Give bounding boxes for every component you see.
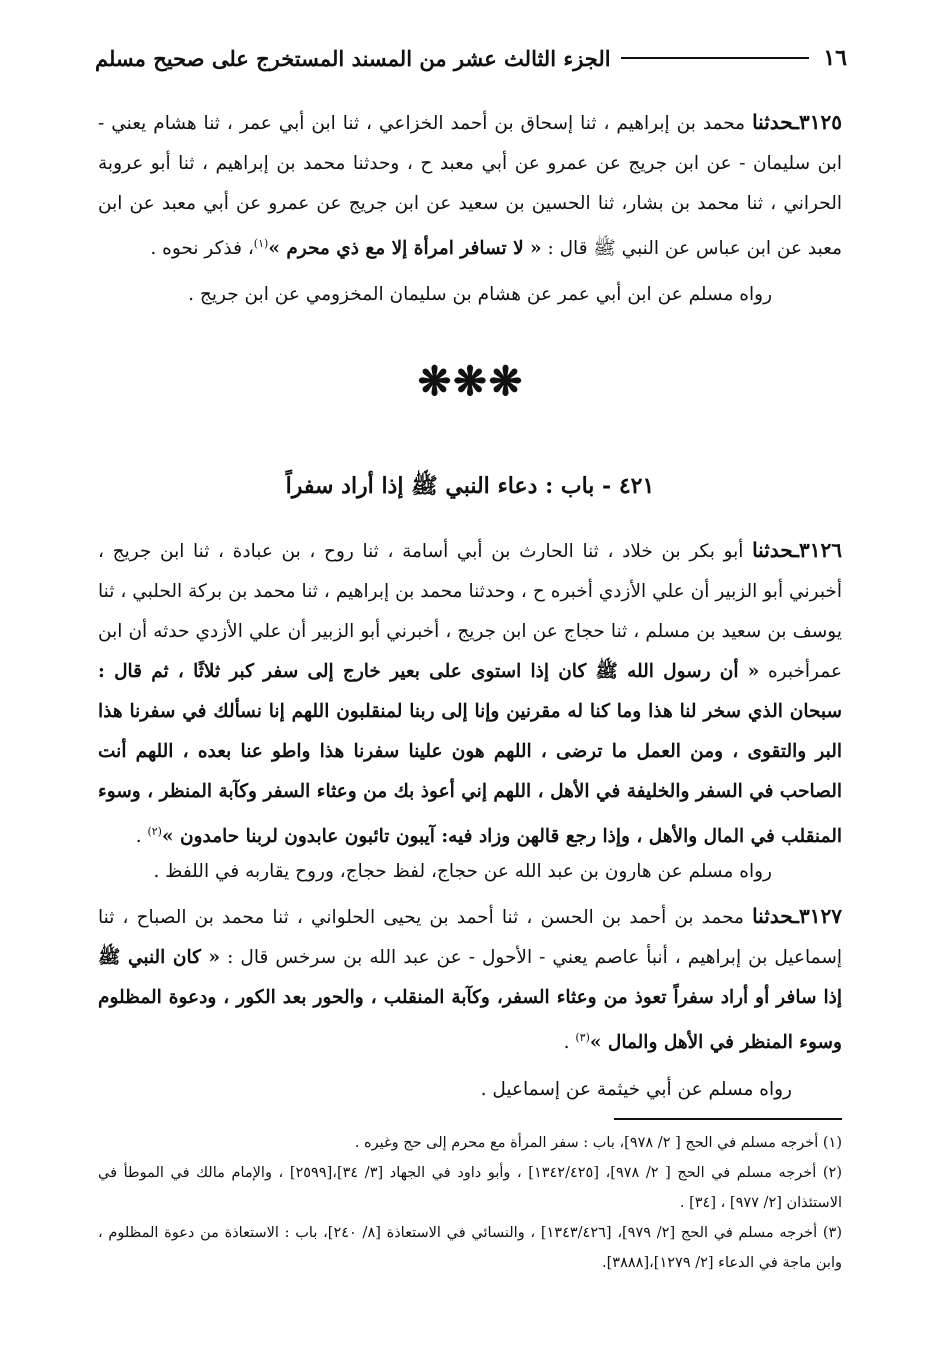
hadith-3126 (98, 530, 842, 857)
isnad-text: محمد بن أحمد بن الحسن ، ثنا أحمد بن يحيى الحلواني ، ثنا محمد بن الصباح ، ثنا إسماعيل بن إبراهيم ، أنبأ عاصم يعني - الأحول - عن عبد الله بن سرخس قال : (98, 907, 842, 968)
footnote-1: (١) أخرجه مسلم في الحج [ ٢/ ٩٧٨]، باب : سفر المرأة مع محرم إلى حج وغيره . (354, 1135, 842, 1151)
hadith-3127 (98, 896, 842, 1063)
footnote-ref: (١) (253, 237, 269, 250)
riwaya-3126: رواه مسلم عن هارون بن عبد الله عن حجاج، لفظ حجاج، وروح يقاربه في اللفظ . (153, 861, 772, 882)
haddathana-word: حدثنا (752, 110, 794, 134)
hadith-number: ٣١٢٧ـ (793, 904, 842, 928)
tail-text: . (563, 1032, 576, 1054)
footnote-2: (٢) أخرجه مسلم في الحج [ ٢/ ٩٧٨]، [١٣٤٢/٤٢٥] ، وأبو داود في الجهاد [٣/ ٣٤]،[٢٥٩٩] ، والإمام مالك في الموطأ في الاستئذان [٢/ ٩٧٧] ، [٣٤] . (98, 1165, 842, 1211)
isnad-text: محمد بن إبراهيم ، ثنا إسحاق بن أحمد الخزاعي ، ثنا ابن أبي عمر ، ثنا هشام يعني - ابن سليمان - عن ابن جريج عن عمرو عن أبي معبد ح ، وحدثنا محمد بن إبراهيم ، ثنا أبو عروبة الحراني ، ثنا محمد بن بشار، ثنا الحسين بن سعيد عن ابن جريج عن عمرو عن أبي معبد عن ابن معبد عن ابن عباس عن النبي ﷺ قال : (98, 113, 842, 260)
matn-text: « أن رسول الله ﷺ كان إذا استوى على بعير خارج إلى سفر كبر ثلاثًا ، ثم قال : سبحان الذي سخر لنا هذا وما كنا له مقرنين وإنا إلى ربنا لمنقلبون اللهم إنا نسألك في سفرنا هذا البر والتقوى ، ومن العمل ما ترضى ، اللهم هون علينا سفرنا هذا واطو عنا بعده ، اللهم أنت الصاحب في السفر والخليفة في الأهل ، اللهم إني أعوذ بك من وعثاء السفر وكآبة المنظر ، وسوء المنقلب في المال والأهل ، وإذا رجع قالهن وزاد فيه: آيبون تائبون عابدون لربنا حامدون » (98, 661, 842, 848)
footnote-ref: (٢) (147, 825, 162, 838)
header-rule (621, 57, 810, 59)
footnotes (98, 1128, 842, 1278)
chapter-heading: ٤٢١ - باب : دعاء النبي ﷺ إذا أراد سفراً (285, 473, 655, 499)
hadith-3125 (98, 102, 842, 269)
matn-text: « لا تسافر امرأة إلا مع ذي محرم » (268, 238, 542, 260)
footnote-3: (٣) أخرجه مسلم في الحج [٢/ ٩٧٩]، [١٣٤٣/٤٢٦] ، والنسائي في الاستعاذة [٨/ ٢٤٠]، باب : الاستعاذة من دعوة المظلوم ، وابن ماجة في الدعاء [٢/ ١٢٧٩]،[٣٨٨٨]. (98, 1225, 842, 1271)
page-number: ١٦ (823, 45, 847, 71)
isnad-text: أبو بكر بن خلاد ، ثنا الحارث بن أبي أسامة ، ثنا روح ، بن عبادة ، ثنا ابن جريج ، أخبرني أبو الزبير أن علي الأزدي أخبره ح ، وحدثنا محمد بن إبراهيم ، ثنا محمد بن بركة الحلبي ، ثنا يوسف بن سعيد بن مسلم ، ثنا حجاج عن ابن جريج ، أخبرني أبو الزبير أن علي الأزدي حدثه أن ابن عمرأخبره (98, 541, 842, 682)
tail-text: ، فذكر نحوه . (150, 238, 254, 260)
running-title: الجزء الثالث عشر من المسند المستخرج على صحيح مسلم (95, 45, 611, 71)
footnote-rule (614, 1118, 842, 1120)
matn-text: « كان النبي ﷺ إذا سافر أو أراد سفراً تعوذ من وعثاء السفر، وكآبة المنقلب ، والحور بعد الكور ، ودعوة المظلوم وسوء المنظر في الأهل والمال » (98, 947, 842, 1054)
haddathana-word: حدثنا (752, 904, 794, 928)
running-header (95, 38, 847, 78)
hadith-number: ٣١٢٦ـ (793, 538, 842, 562)
section-separator: ❋❋❋ (417, 358, 525, 405)
riwaya-3125: رواه مسلم عن ابن أبي عمر عن هشام بن سليمان المخزومي عن ابن جريج . (188, 284, 772, 305)
haddathana-word: حدثنا (752, 538, 794, 562)
riwaya-3127: رواه مسلم عن أبي خيثمة عن إسماعيل . (480, 1079, 792, 1100)
tail-text: . (135, 826, 148, 848)
hadith-number: ٣١٢٥ـ (793, 110, 842, 134)
footnote-ref: (٣) (575, 1031, 590, 1044)
